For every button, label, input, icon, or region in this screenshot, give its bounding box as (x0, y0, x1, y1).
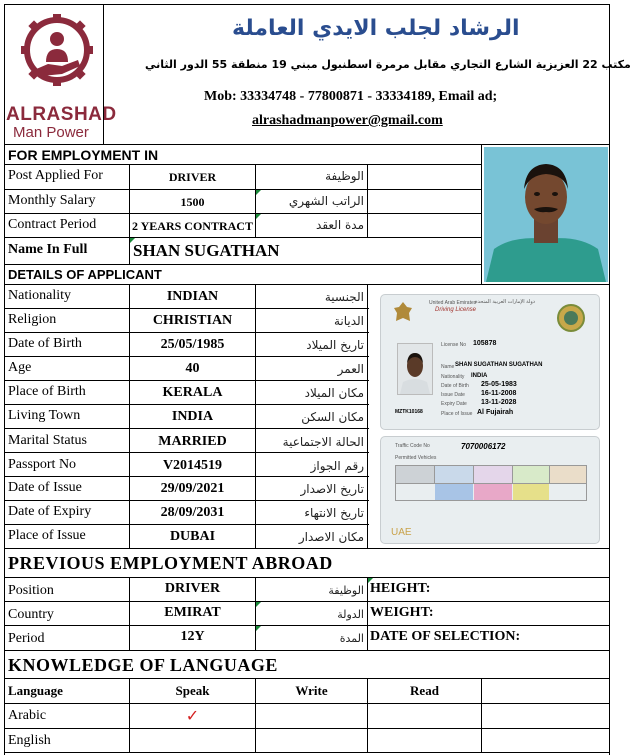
license-nationality-label: Nationality (441, 374, 465, 380)
license-country-mark: UAE (391, 527, 412, 538)
license-issuer: United Arab Emirates (429, 300, 477, 306)
value-period: 12Y (180, 629, 205, 644)
label-place-of-birth-arabic: مكان الميلاد (304, 386, 364, 400)
license-dob: 25-05-1983 (481, 381, 517, 388)
license-place-label: Place of Issue (441, 411, 473, 417)
label-salary: Monthly Salary (8, 193, 96, 208)
license-traffic-label: Traffic Code No (395, 443, 430, 449)
value-religion: CHRISTIAN (152, 313, 233, 328)
label-issue-date: Date of Issue (8, 480, 82, 495)
license-nationality: INDIA (471, 373, 488, 379)
license-number-label: License No (441, 342, 467, 348)
license-issuer-arabic: دولة الإمارات العربية المتحدة (475, 299, 536, 305)
license-name-label: Name (441, 364, 455, 370)
label-passport-arabic: رقم الجواز (310, 459, 364, 473)
label-place-of-issue-arabic: مكان الاصدار (298, 530, 364, 544)
label-place-of-issue: Place of Issue (8, 528, 86, 543)
portrait-icon (484, 147, 608, 282)
license-photo (397, 343, 433, 395)
value-age: 40 (185, 361, 200, 376)
value-position: DRIVER (164, 581, 221, 596)
label-country: Country (8, 607, 54, 622)
label-passport: Passport No (8, 457, 77, 472)
license-issue-label: Issue Date (441, 392, 465, 398)
language-name-english: English (8, 733, 51, 748)
label-place-of-birth: Place of Birth (8, 384, 86, 399)
vehicle-cell (435, 466, 474, 484)
header-read: Read (410, 683, 439, 698)
label-age-arabic: العمر (337, 362, 364, 376)
speak-check-arabic: ✓ (185, 706, 200, 725)
label-position-arabic: الوظيفة (328, 584, 364, 597)
logo-sub-text: Man Power (13, 124, 89, 141)
value-post: DRIVER (168, 170, 217, 184)
driving-license-front (380, 294, 600, 430)
label-expiry-date: Date of Expiry (8, 504, 92, 519)
logo-brand-text: ALRASHAD (6, 104, 117, 125)
license-code: MZTK10168 (395, 409, 423, 415)
contact-numbers: Mob: 33334748 - 77800871 - 33334189, Email ad; (204, 89, 498, 104)
label-religion-arabic: الديانة (333, 314, 364, 328)
value-living-town: INDIA (171, 409, 214, 424)
header-language: Language (8, 683, 63, 698)
section-title-applicant: DETAILS OF APPLICANT (8, 267, 162, 282)
alrashad-logo-icon (18, 12, 96, 104)
contact-email[interactable]: alrashadmanpower@gmail.com (252, 113, 443, 128)
license-portrait-icon (398, 344, 432, 394)
label-expiry-date-arabic: تاريخ الانتهاء (304, 506, 364, 520)
header-speak: Speak (175, 683, 210, 698)
value-issue-date: 29/09/2021 (160, 481, 225, 496)
license-doc-type: Driving License (435, 307, 477, 313)
license-number: 105878 (473, 340, 497, 347)
language-name-arabic: Arabic (8, 708, 47, 723)
license-expiry: 13-11-2028 (481, 399, 517, 406)
label-living-town-arabic: مكان السكن (301, 410, 364, 424)
section-title-language: KNOWLEDGE OF LANGUAGE (8, 655, 278, 675)
label-nationality-arabic: الجنسية (324, 290, 364, 304)
license-dob-label: Date of Birth (441, 383, 469, 389)
cell-marker (256, 602, 261, 607)
value-expiry-date: 28/09/2031 (160, 505, 225, 520)
value-salary: 1500 (180, 195, 205, 209)
label-period: Period (8, 631, 45, 646)
label-position: Position (8, 583, 54, 598)
value-nationality: INDIAN (166, 289, 219, 304)
company-title-arabic: الرشاد لجلب الايدي العاملة (232, 16, 520, 41)
section-title-employment: FOR EMPLOYMENT IN (8, 147, 159, 163)
value-contract: 2 YEARS CONTRACT (132, 219, 253, 233)
label-age: Age (8, 360, 32, 375)
license-vehicle-grid (395, 465, 587, 501)
label-issue-date-arabic: تاريخ الاصدار (300, 482, 364, 496)
cell-marker (256, 190, 261, 195)
label-contract: Contract Period (8, 217, 97, 232)
value-marital-status: MARRIED (158, 434, 227, 449)
cell-marker (130, 238, 135, 243)
label-living-town: Living Town (8, 408, 81, 423)
license-issue: 16-11-2008 (481, 390, 517, 397)
vehicle-cell (474, 484, 512, 500)
company-address-arabic: مكتب 22 العزيزية الشارع التجاري مقابل مرمرة اسطنبول مبني 19 منطقة 55 الدور الثاني (145, 58, 631, 71)
label-height: HEIGHT: (370, 581, 431, 596)
driving-license-back (380, 436, 600, 544)
license-name: SHAN SUGATHAN SUGATHAN (455, 362, 543, 368)
label-weight: WEIGHT: (370, 605, 434, 620)
label-dob: Date of Birth (8, 336, 82, 351)
label-salary-arabic: الراتب الشهري (288, 194, 364, 208)
value-name: SHAN SUGATHAN (133, 241, 280, 260)
uae-emblem-icon (393, 301, 413, 323)
label-period-arabic: المدة (339, 632, 364, 645)
value-dob: 25/05/1985 (160, 337, 225, 352)
section-title-previous-employment: PREVIOUS EMPLOYMENT ABROAD (8, 553, 333, 573)
applicant-photo (484, 147, 608, 282)
header-write: Write (295, 683, 328, 698)
vehicle-cell (513, 484, 549, 500)
label-dob-arabic: تاريخ الميلاد (306, 338, 364, 352)
label-post: Post Applied For (8, 168, 103, 183)
value-place-of-birth: KERALA (162, 385, 223, 400)
vehicle-cell (550, 466, 586, 484)
license-expiry-label: Expiry Date (441, 401, 467, 407)
label-marital-status: Marital Status (8, 433, 87, 448)
cell-marker (256, 626, 261, 631)
cell-marker (368, 578, 373, 583)
vehicle-cell (474, 466, 513, 484)
label-nationality: Nationality (8, 288, 71, 303)
license-place: Al Fujairah (477, 409, 514, 416)
license-permitted-label: Permitted Vehicles (395, 455, 437, 461)
label-name: Name In Full (8, 242, 88, 257)
vehicle-cell (513, 466, 550, 484)
label-religion: Religion (8, 312, 57, 327)
value-place-of-issue: DUBAI (169, 529, 216, 544)
license-traffic-number: 7070006172 (461, 442, 506, 451)
value-country: EMIRAT (164, 605, 221, 620)
label-contract-arabic: مدة العقد (316, 218, 364, 232)
vehicle-cell (396, 466, 435, 484)
value-passport: V2014519 (162, 458, 223, 473)
label-marital-status-arabic: الحالة الاجتماعية (282, 435, 364, 449)
label-post-arabic: الوظيفة (325, 169, 364, 183)
label-country-arabic: الدولة (337, 608, 364, 621)
vehicle-cell (435, 484, 473, 500)
label-date-of-selection: DATE OF SELECTION: (370, 629, 521, 644)
cell-marker (256, 214, 261, 219)
gcc-emblem-icon (555, 303, 587, 333)
